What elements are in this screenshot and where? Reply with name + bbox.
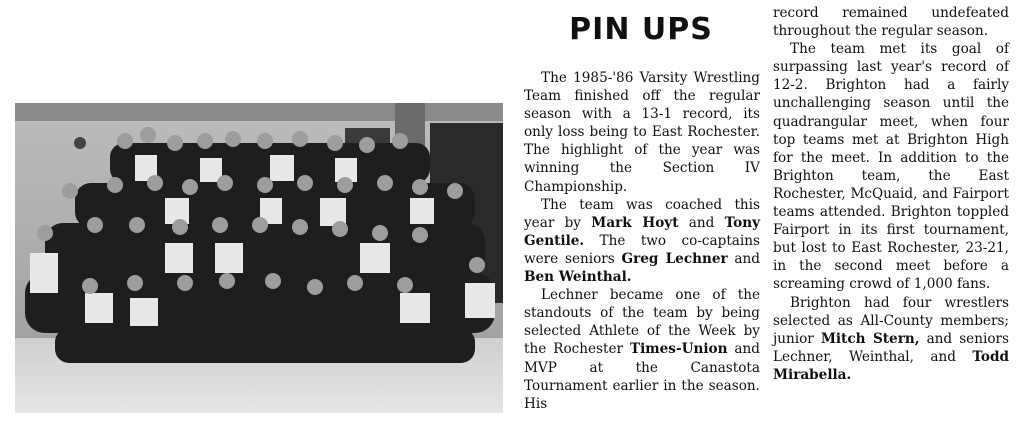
paragraph-text: and <box>678 214 725 231</box>
wrestler-name: Mitch Stern, <box>820 330 920 347</box>
paragraph-text: and MVP at the Canastota Tournament earlier in the season. His <box>524 341 760 412</box>
article-title: PIN UPS <box>569 12 713 47</box>
article-column-2 <box>773 4 1009 384</box>
paragraph-text: The two co-captains were seniors <box>524 232 760 267</box>
paragraph-text: and seniors Lechner, Weinthal, and <box>773 330 1009 365</box>
wrestler-name: Todd Mirabella. <box>773 348 1009 383</box>
article-paragraph <box>773 4 1009 40</box>
captain-name: Ben Weinthal. <box>524 269 632 286</box>
team-photo <box>15 103 503 413</box>
paragraph-text: Brighton had four wrestlers selected as All-County members; junior <box>773 294 1009 347</box>
coach-name: Tony Gentile. <box>524 214 760 249</box>
article-paragraph <box>524 69 760 196</box>
paragraph-text: The team met its goal of surpassing last year's record of 12-2. Brighton had a fairly unchallenging season until the quadrangular meet, when four top teams met at Brighton High for the meet. In addition to the Brighton team, the East Rochester, McQuaid, and Fairport teams attended. Brighton toppled Fairport in its first tournament, but lost to East Rochester, 23-21, in the second meet before a screaming crowd of 1,000 fans. <box>773 41 1009 293</box>
article-paragraph <box>773 294 1009 384</box>
article-paragraph <box>524 196 760 286</box>
team-photo-image <box>15 103 503 413</box>
paragraph-text: The team was coached this year by <box>524 196 760 231</box>
paragraph-text: and <box>727 250 760 267</box>
paragraph-text: Lechner became one of the standouts of the team by being selected Athlete of the Week by the Rochester <box>524 287 760 358</box>
paragraph-text: The 1985-'86 Varsity Wrestling Team finished off the regular season with a 13-1 record, its only loss being to East Rochester. The highlight of the year was winning the Section IV Championship. <box>524 70 760 195</box>
article-column-1 <box>524 69 760 413</box>
paragraph-text: record remained undefeated throughout the regular season. <box>773 5 1009 40</box>
newspaper-name: Times-Union <box>630 341 728 358</box>
article-paragraph <box>773 40 1009 293</box>
article-paragraph <box>524 286 760 413</box>
coach-name: Mark Hoyt <box>591 214 679 231</box>
captain-name: Greg Lechner <box>621 250 728 267</box>
